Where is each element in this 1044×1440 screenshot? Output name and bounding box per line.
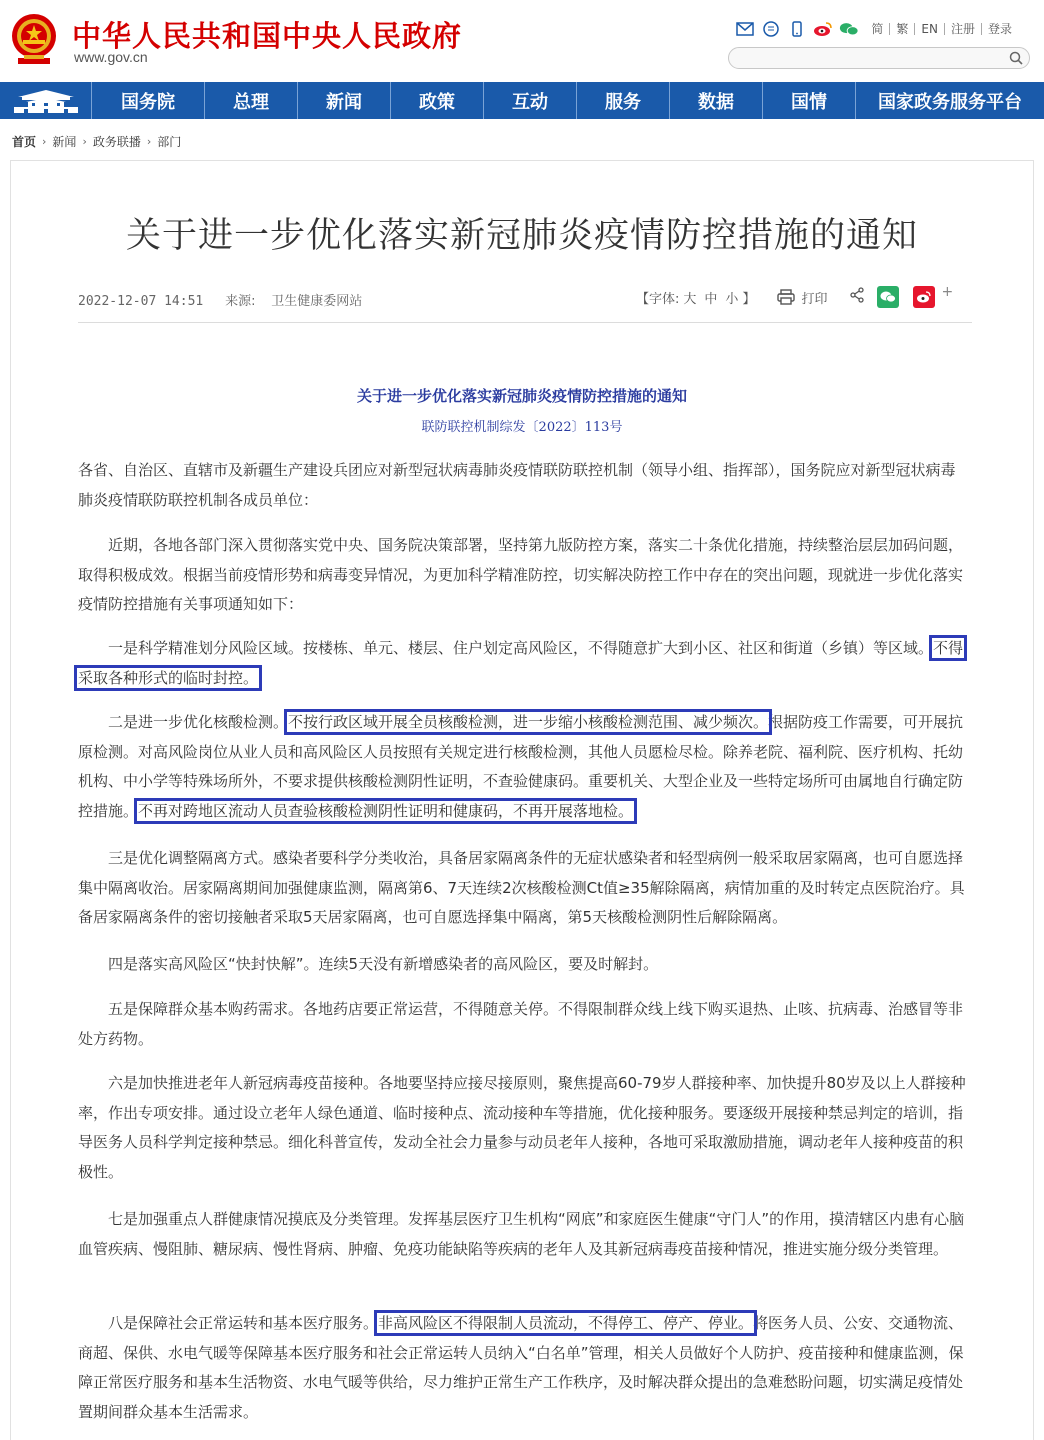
rss-icon[interactable] bbox=[761, 20, 781, 38]
meta-divider bbox=[78, 322, 972, 323]
font-size-small[interactable]: 小 bbox=[725, 291, 739, 307]
weibo-icon[interactable] bbox=[813, 20, 833, 38]
item-2-paragraph bbox=[78, 708, 968, 826]
breadcrumb-home[interactable]: 首页 bbox=[12, 135, 37, 149]
item-8-paragraph bbox=[78, 1309, 968, 1427]
nav-premier[interactable]: 总理 bbox=[205, 82, 298, 119]
breadcrumb-news[interactable]: 新闻 bbox=[52, 135, 77, 149]
lang-english-link[interactable]: EN bbox=[914, 23, 944, 35]
chevron-right-icon: › bbox=[42, 135, 47, 148]
share-icon[interactable] bbox=[849, 287, 865, 307]
print-button[interactable] bbox=[777, 288, 827, 307]
item-8-text-a: 八是保障社会正常运转和基本医疗服务。 bbox=[108, 1314, 379, 1332]
item-1-text: 一是科学精准划分风险区域。按楼栋、单元、楼层、住户划定高风险区，不得随意扩大到小区、社区和街道（乡镇）等区域。 bbox=[108, 639, 934, 657]
site-title[interactable]: 中华人民共和国中央人民政府 bbox=[72, 19, 463, 53]
chevron-right-icon: › bbox=[146, 135, 152, 148]
item-1-paragraph bbox=[78, 634, 968, 693]
document-number: 联防联控机制综发〔2022〕113号 bbox=[421, 420, 623, 435]
breadcrumb-departments[interactable]: 部门 bbox=[157, 135, 182, 149]
nav-interaction[interactable]: 互动 bbox=[484, 82, 577, 119]
item-5-paragraph: 五是保障群众基本购药需求。各地药店要正常运营，不得随意关停。不得限制群众线上线下购买退热、止咳、抗病毒、治感冒等非处方药物。 bbox=[78, 1000, 964, 1048]
nav-services[interactable]: 服务 bbox=[577, 82, 670, 119]
nav-gov-service-platform[interactable]: 国家政务服务平台 bbox=[878, 91, 1022, 113]
nav-policy[interactable]: 政策 bbox=[391, 82, 484, 119]
item-2-text-b: 根据防疫工作需要，可开展抗原检测。对高风险岗位从业人员和高风险区人员按照有关规定进行核酸检测，其他人员愿检尽检。除养老院、福利院、医疗机构、托幼机构、中小学等特殊场所外，不要求提供核酸检测阴性证明，不查验健康码。重要机关、大型企业及一些特定场所可由属地自行确定防控措施。 bbox=[78, 713, 964, 820]
nav-home[interactable] bbox=[0, 82, 92, 119]
site-url[interactable]: www.gov.cn bbox=[74, 49, 148, 65]
item-7-paragraph: 七是加强重点人群健康情况摸底及分类管理。发挥基层医疗卫生机构“网底”和家庭医生健康“守门人”的作用，摸清辖区内患有心脑血管疾病、慢阻肺、糖尿病、慢性肾病、肿瘤、免疫功能缺陷等疾病的老年人及其新冠病毒疫苗接种情况，推进实施分级分类管理。 bbox=[78, 1210, 965, 1258]
document-subtitle: 关于进一步优化落实新冠肺炎疫情防控措施的通知 bbox=[356, 387, 687, 405]
register-link[interactable]: 注册 bbox=[944, 23, 981, 35]
item-3-paragraph: 三是优化调整隔离方式。感染者要科学分类收治，具备居家隔离条件的无症状感染者和轻型病例一般采取居家隔离，也可自愿选择集中隔离收治。居家隔离期间加强健康监测，隔离第6、7天连续2次核酸检测Ct值≥35解除隔离，病情加重的及时转定点医院治疗。具备居家隔离条件的密切接触者采取5天居家隔离，也可自愿选择集中隔离，第5天核酸检测阴性后解除隔离。 bbox=[78, 849, 965, 926]
print-label: 打印 bbox=[801, 291, 828, 307]
top-toolbar bbox=[735, 20, 1018, 38]
lang-simplified-link[interactable]: 简 bbox=[871, 22, 884, 36]
nav-news[interactable]: 新闻 bbox=[298, 82, 391, 119]
item-2-highlight-2: 不再对跨地区流动人员查验核酸检测阴性证明和健康码，不再开展落地检。 bbox=[138, 801, 634, 820]
source-name: 卫生健康委网站 bbox=[271, 294, 363, 309]
article-tools bbox=[636, 286, 953, 308]
font-size-medium[interactable]: 中 bbox=[704, 291, 718, 307]
tiananmen-icon bbox=[10, 88, 82, 114]
publish-date: 2022-12-07 14:51 bbox=[78, 294, 204, 309]
wechat-share-icon[interactable] bbox=[877, 286, 899, 308]
mobile-icon[interactable] bbox=[787, 20, 807, 38]
source-label: 来源: bbox=[225, 294, 256, 309]
search-icon[interactable] bbox=[1009, 51, 1023, 65]
item-8-text-b: 将医务人员、公安、交通物流、商超、保供、水电气暖等保障基本医疗服务和社会正常运转人员纳入“白名单”管理，相关人员做好个人防护、疫苗接种和健康监测，保障正常医疗服务和基本生活物资、水电气暖等供给，尽力维护正常生产工作秩序，及时解决群众提出的急难愁盼问题，切实满足疫情处置期间群众基本生活需求。 bbox=[78, 1314, 964, 1421]
breadcrumb-gov-broadcast[interactable]: 政务联播 bbox=[92, 135, 141, 149]
nav-state-council[interactable]: 国务院 bbox=[92, 82, 205, 119]
item-4-paragraph: 四是落实高风险区“快封快解”。连续5天没有新增感染者的高风险区，要及时解封。 bbox=[108, 955, 659, 973]
greeting-paragraph: 各省、自治区、直辖市及新疆生产建设兵团应对新型冠状病毒肺炎疫情联防联控机制（领导小组、指挥部），国务院应对新型冠状病毒肺炎疫情联防联控机制各成员单位： bbox=[78, 461, 956, 509]
intro-paragraph: 近期，各地各部门深入贯彻落实党中央、国务院决策部署，坚持第九版防控方案，落实二十条优化措施，持续整治层层加码问题，取得积极成效。根据当前疫情形势和病毒变异情况，为更加科学精准防控，切实解决防控工作中存在的突出问题，现就进一步优化落实疫情防控措施有关事项通知如下： bbox=[78, 536, 964, 613]
wechat-icon[interactable] bbox=[839, 20, 859, 38]
print-icon bbox=[777, 289, 795, 305]
item-2-highlight-1: 不按行政区域开展全员核酸检测，进一步缩小核酸检测范围、减少频次。 bbox=[288, 713, 769, 731]
more-share-icon[interactable]: + bbox=[941, 284, 954, 300]
site-header bbox=[0, 0, 1044, 82]
item-2-text-a: 二是进一步优化核酸检测。 bbox=[108, 713, 289, 731]
nav-national-info[interactable]: 国情 bbox=[763, 82, 856, 119]
mail-icon[interactable] bbox=[735, 20, 755, 38]
font-size-close: 】 bbox=[742, 291, 756, 307]
item-1-highlight: 不得采取各种形式的临时封控。 bbox=[78, 639, 964, 687]
login-link[interactable]: 登录 bbox=[981, 23, 1018, 35]
search-input[interactable] bbox=[729, 49, 999, 69]
item-6-paragraph: 六是加快推进老年人新冠病毒疫苗接种。各地要坚持应接尽接原则，聚焦提高60-79岁人群接种率、加快提升80岁及以上人群接种率，作出专项安排。通过设立老年人绿色通道、临时接种点、流动接种车等措施，优化接种服务。要逐级开展接种禁忌判定的培训，指导医务人员科学判定接种禁忌。细化科普宣传，发动全社会力量参与动员老年人接种，各地可采取激励措施，调动老年人接种疫苗的积极性。 bbox=[78, 1074, 966, 1181]
search-box bbox=[728, 47, 1030, 69]
weibo-share-icon[interactable] bbox=[913, 286, 935, 308]
lang-traditional-link[interactable]: 繁 bbox=[889, 23, 914, 35]
breadcrumb bbox=[12, 133, 187, 150]
font-size-large[interactable]: 大 bbox=[683, 291, 697, 307]
article-meta bbox=[78, 290, 362, 309]
main-nav bbox=[0, 82, 1044, 119]
article-title: 关于进一步优化落实新冠肺炎疫情防控措施的通知 bbox=[125, 216, 918, 256]
item-8-highlight: 非高风险区不得限制人员流动，不得停工、停产、停业。 bbox=[378, 1314, 754, 1332]
nav-data[interactable]: 数据 bbox=[670, 82, 763, 119]
font-size-label: 【字体: bbox=[636, 291, 680, 307]
national-emblem-icon[interactable] bbox=[10, 10, 58, 68]
chevron-right-icon: › bbox=[82, 135, 87, 148]
